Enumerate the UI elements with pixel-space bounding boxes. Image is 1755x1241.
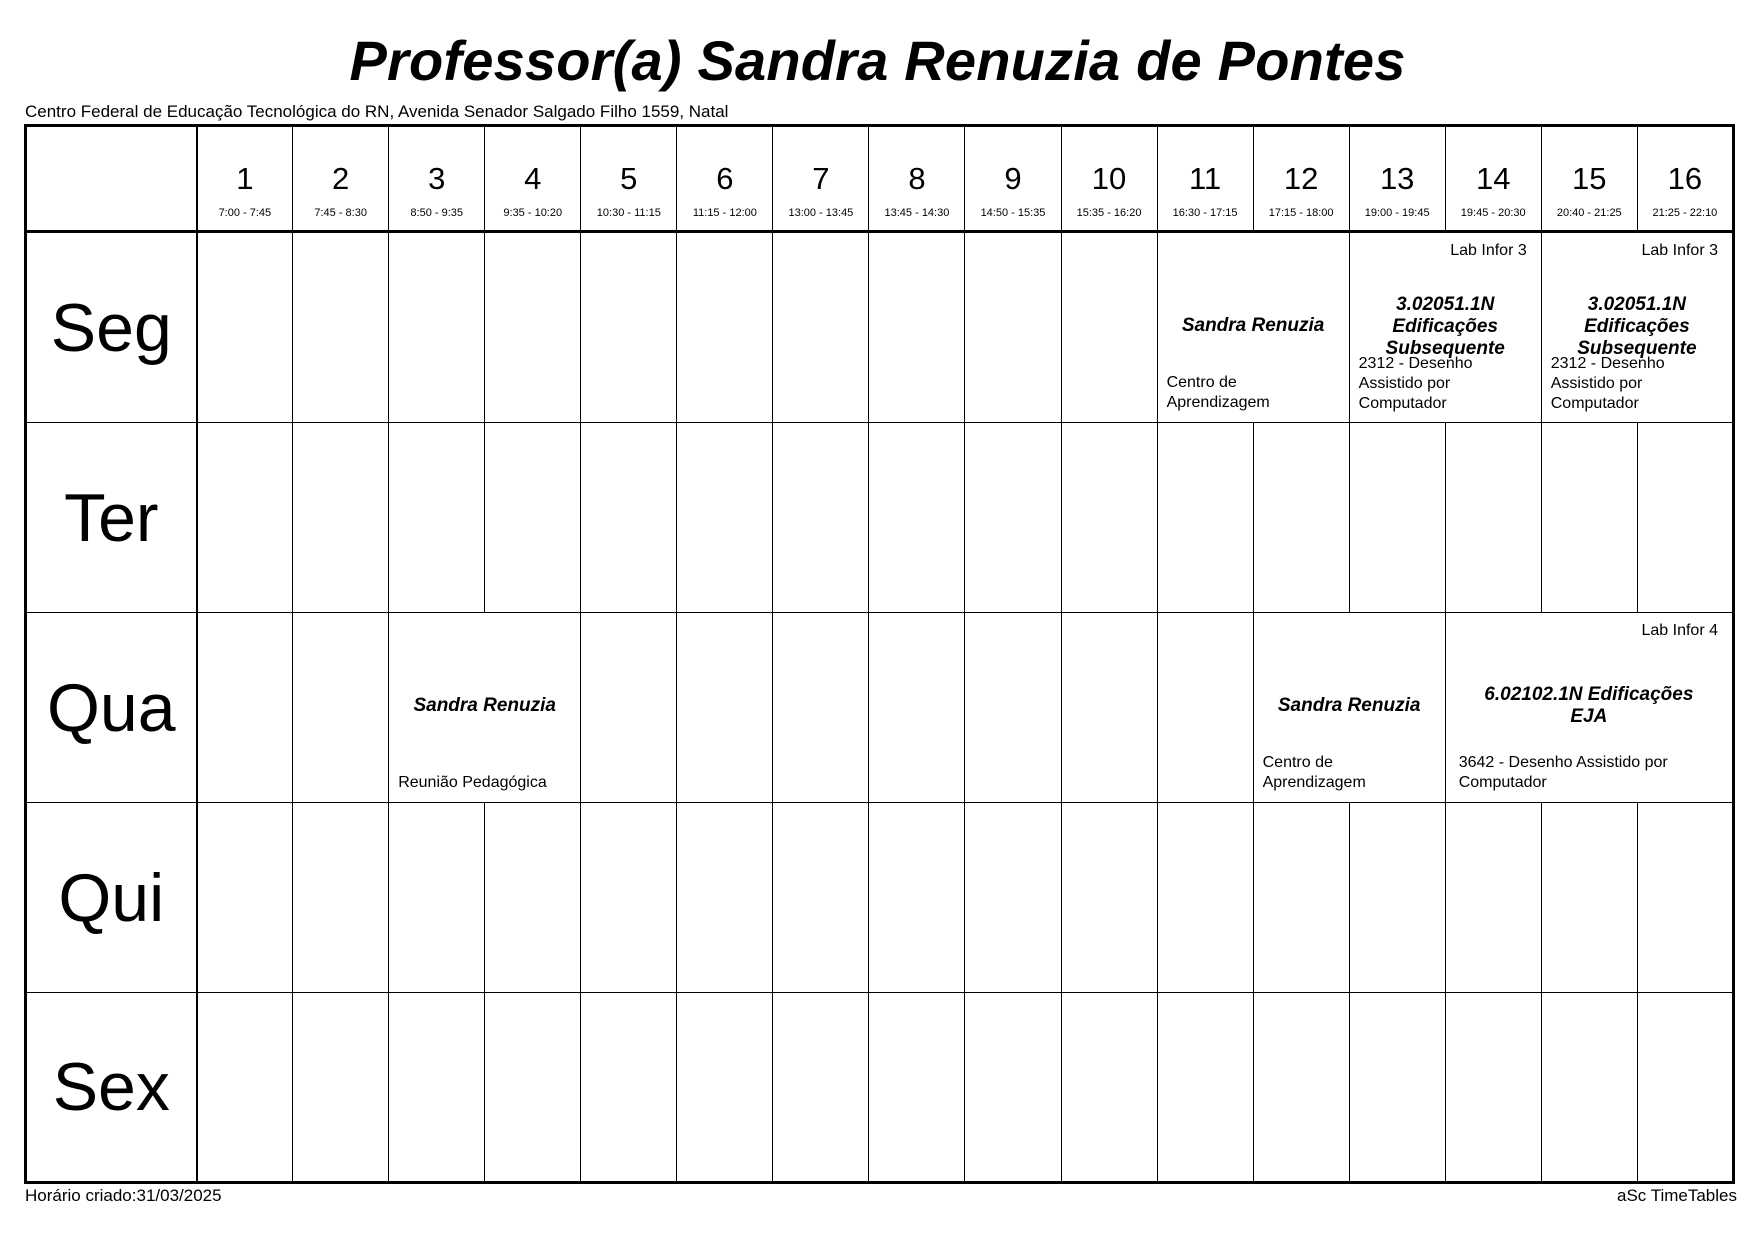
empty-slot xyxy=(677,803,773,993)
empty-slot xyxy=(485,423,581,613)
empty-slot xyxy=(1541,803,1637,993)
empty-slot xyxy=(293,993,389,1183)
period-header xyxy=(197,126,293,232)
lesson-subject: Centro de Aprendizagem xyxy=(1262,754,1366,791)
empty-slot xyxy=(869,232,965,423)
empty-slot xyxy=(1253,423,1349,613)
empty-slot xyxy=(1061,803,1157,993)
lesson-card xyxy=(1349,232,1541,423)
empty-slot xyxy=(1157,613,1253,803)
lesson-card xyxy=(1253,613,1445,803)
period-number: 16 xyxy=(1667,161,1703,196)
day-label: Qui xyxy=(26,803,197,993)
lesson-subject: 2312 - Desenho Assistido por Computador xyxy=(1358,355,1473,412)
lesson-subject: 2312 - Desenho Assistido por Computador xyxy=(1550,355,1665,412)
period-time: 13:00 - 13:45 xyxy=(788,207,854,219)
period-header xyxy=(1349,126,1445,232)
period-time: 8:50 - 9:35 xyxy=(410,207,463,219)
empty-slot xyxy=(773,423,869,613)
empty-slot xyxy=(1253,803,1349,993)
period-number: 11 xyxy=(1188,161,1222,196)
empty-slot xyxy=(197,423,293,613)
period-header xyxy=(1637,126,1733,232)
empty-slot xyxy=(965,803,1061,993)
empty-slot xyxy=(869,993,965,1183)
empty-slot xyxy=(1061,423,1157,613)
period-number: 7 xyxy=(812,161,830,196)
day-row-seg xyxy=(26,232,1734,423)
period-header xyxy=(389,126,485,232)
empty-slot xyxy=(1061,232,1157,423)
period-number: 3 xyxy=(428,161,446,196)
period-time: 15:35 - 16:20 xyxy=(1076,207,1142,219)
lesson-card xyxy=(1541,232,1733,423)
empty-slot xyxy=(773,232,869,423)
empty-slot xyxy=(677,423,773,613)
empty-slot xyxy=(293,232,389,423)
period-header xyxy=(485,126,581,232)
empty-slot xyxy=(1541,993,1637,1183)
period-time: 20:40 - 21:25 xyxy=(1556,207,1622,219)
period-time: 11:15 - 12:00 xyxy=(692,207,757,219)
day-label: Qua xyxy=(26,613,197,803)
period-number: 4 xyxy=(524,161,542,196)
empty-slot xyxy=(581,803,677,993)
empty-slot xyxy=(581,993,677,1183)
period-number: 9 xyxy=(1004,161,1022,196)
period-number: 15 xyxy=(1572,161,1607,196)
period-header xyxy=(677,126,773,232)
empty-slot xyxy=(581,613,677,803)
lesson-subject: 3642 - Desenho Assistido por Computador xyxy=(1458,754,1668,791)
empty-slot xyxy=(1637,803,1733,993)
empty-slot xyxy=(773,803,869,993)
period-time: 17:15 - 18:00 xyxy=(1268,207,1334,219)
period-number: 12 xyxy=(1283,161,1319,196)
period-header xyxy=(581,126,677,232)
period-header xyxy=(1253,126,1349,232)
period-number: 2 xyxy=(332,161,350,196)
empty-slot xyxy=(677,613,773,803)
empty-slot xyxy=(485,803,581,993)
empty-slot xyxy=(965,613,1061,803)
period-number: 6 xyxy=(716,161,734,196)
empty-slot xyxy=(1445,803,1541,993)
period-header xyxy=(1157,126,1253,232)
empty-slot xyxy=(965,423,1061,613)
period-header xyxy=(869,126,965,232)
lesson-card xyxy=(1445,613,1733,803)
empty-slot xyxy=(485,232,581,423)
empty-slot xyxy=(965,232,1061,423)
day-label: Sex xyxy=(26,993,197,1183)
period-header xyxy=(1541,126,1637,232)
period-time: 7:45 - 8:30 xyxy=(314,207,367,219)
period-time: 10:30 - 11:15 xyxy=(596,207,661,219)
empty-slot xyxy=(197,613,293,803)
empty-slot xyxy=(869,423,965,613)
period-number: 14 xyxy=(1475,161,1511,196)
empty-slot xyxy=(677,232,773,423)
period-header xyxy=(293,126,389,232)
empty-slot xyxy=(389,232,485,423)
lesson-teacher: Sandra Renuzia xyxy=(413,695,556,716)
corner-cell xyxy=(26,126,197,232)
period-time: 14:50 - 15:35 xyxy=(980,207,1046,219)
empty-slot xyxy=(773,993,869,1183)
period-time: 13:45 - 14:30 xyxy=(884,207,950,219)
lesson-room: Lab Infor 4 xyxy=(1641,622,1718,639)
empty-slot xyxy=(293,803,389,993)
empty-slot xyxy=(389,803,485,993)
page-title: Professor(a) Sandra Renuzia de Pontes xyxy=(349,29,1406,92)
empty-slot xyxy=(1061,993,1157,1183)
empty-slot xyxy=(1445,993,1541,1183)
empty-slot xyxy=(389,993,485,1183)
empty-slot xyxy=(1637,423,1733,613)
period-header xyxy=(1445,126,1541,232)
empty-slot xyxy=(773,613,869,803)
day-label: Ter xyxy=(26,423,197,613)
period-number: 13 xyxy=(1379,161,1415,196)
lesson-subject: Reunião Pedagógica xyxy=(398,774,547,791)
empty-slot xyxy=(389,423,485,613)
period-time: 19:00 - 19:45 xyxy=(1364,207,1430,219)
empty-slot xyxy=(1157,423,1253,613)
period-number: 8 xyxy=(908,161,926,196)
empty-slot xyxy=(869,803,965,993)
empty-slot xyxy=(1349,803,1445,993)
period-time: 16:30 - 17:15 xyxy=(1172,207,1238,219)
empty-slot xyxy=(1541,423,1637,613)
lesson-room: Lab Infor 3 xyxy=(1641,242,1718,259)
period-header xyxy=(1061,126,1157,232)
empty-slot xyxy=(1445,423,1541,613)
period-header-row xyxy=(26,126,1734,232)
lesson-room: Lab Infor 3 xyxy=(1450,242,1527,259)
period-time: 21:25 - 22:10 xyxy=(1652,207,1718,219)
lesson-class: 3.02051.1N Edificações Subsequente xyxy=(1385,294,1505,359)
empty-slot xyxy=(1061,613,1157,803)
empty-slot xyxy=(1253,993,1349,1183)
lesson-class: 6.02102.1N Edificações EJA xyxy=(1484,684,1694,727)
day-label: Seg xyxy=(26,232,197,423)
school-address: Centro Federal de Educação Tecnológica do RN, Avenida Senador Salgado Filho 1559, Natal xyxy=(25,102,729,121)
lesson-teacher: Sandra Renuzia xyxy=(1181,315,1325,336)
lesson-class: 3.02051.1N Edificações Subsequente xyxy=(1577,294,1697,359)
lesson-card xyxy=(389,613,581,803)
empty-slot xyxy=(1349,993,1445,1183)
period-header xyxy=(965,126,1061,232)
day-row-qua xyxy=(26,613,1734,803)
period-number: 5 xyxy=(620,161,638,196)
lesson-teacher: Sandra Renuzia xyxy=(1277,695,1421,716)
empty-slot xyxy=(293,423,389,613)
lesson-subject: Centro de Aprendizagem xyxy=(1166,374,1270,411)
day-row-ter xyxy=(26,423,1734,613)
day-row-qui xyxy=(26,803,1734,993)
period-header xyxy=(773,126,869,232)
empty-slot xyxy=(1157,993,1253,1183)
lesson-card xyxy=(1157,232,1349,423)
period-number: 1 xyxy=(236,161,254,196)
empty-slot xyxy=(1349,423,1445,613)
empty-slot xyxy=(581,423,677,613)
empty-slot xyxy=(677,993,773,1183)
empty-slot xyxy=(197,803,293,993)
period-number: 10 xyxy=(1091,161,1127,196)
empty-slot xyxy=(1637,993,1733,1183)
created-date: Horário criado:31/03/2025 xyxy=(25,1186,222,1205)
empty-slot xyxy=(1157,803,1253,993)
period-time: 19:45 - 20:30 xyxy=(1460,207,1526,219)
empty-slot xyxy=(197,993,293,1183)
empty-slot xyxy=(197,232,293,423)
period-time: 7:00 - 7:45 xyxy=(218,207,272,219)
empty-slot xyxy=(869,613,965,803)
empty-slot xyxy=(581,232,677,423)
empty-slot xyxy=(965,993,1061,1183)
empty-slot xyxy=(293,613,389,803)
day-row-sex xyxy=(26,993,1734,1183)
software-credit: aSc TimeTables xyxy=(1617,1186,1737,1205)
empty-slot xyxy=(485,993,581,1183)
period-time: 9:35 - 10:20 xyxy=(503,207,563,219)
timetable xyxy=(24,124,1735,1184)
